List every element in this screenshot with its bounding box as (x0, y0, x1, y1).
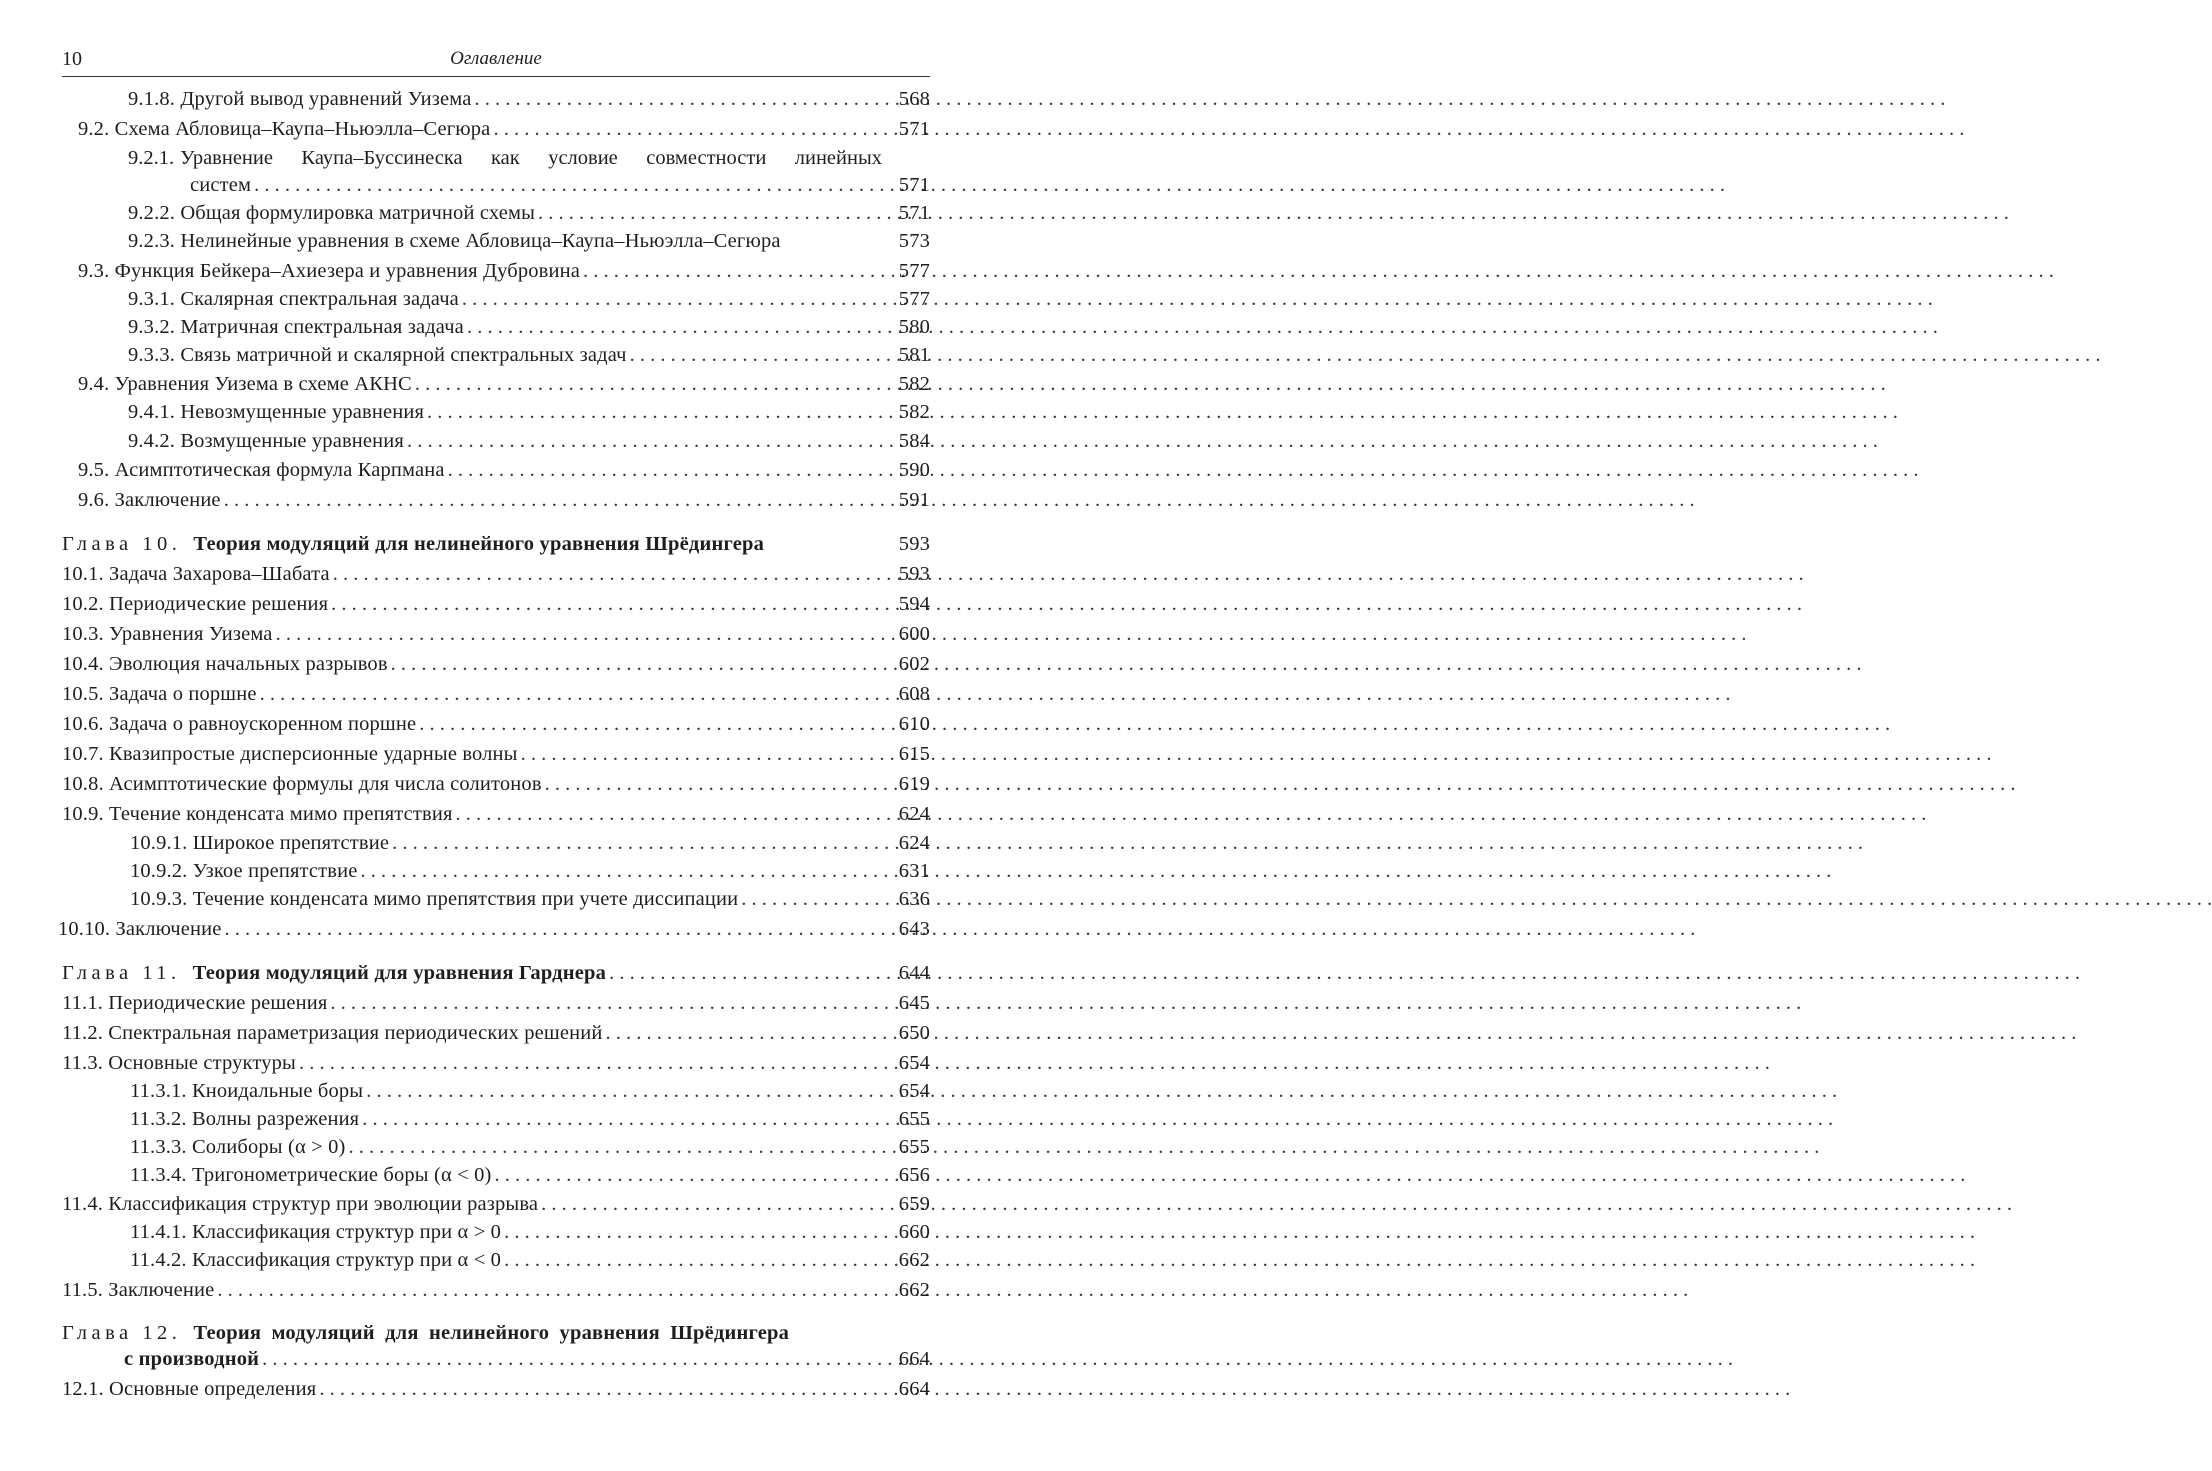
entry-number: 9.3.2. (128, 316, 176, 338)
entry-title: Заключение (108, 1279, 215, 1301)
leader-dots (492, 1164, 910, 1187)
entry-page: 619 (898, 773, 930, 795)
entry-number: 10.3. (62, 623, 104, 645)
chapter-title: Теория модуляций для уравнения Гарднера (192, 962, 607, 984)
entry-title: Задача о равноускоренном поршне (109, 713, 417, 735)
entry-number: 9.3.1. (128, 288, 176, 310)
entry-title: Периодические решения (109, 593, 329, 615)
leader-dots (330, 563, 910, 586)
entry-number: 11.3.2. (130, 1108, 187, 1130)
entry-title: Основные структуры (108, 1052, 296, 1074)
entry-title: Тригонометрические боры (α < 0) (191, 1164, 492, 1186)
entry-title: Асимптотическая формула Карпмана (114, 459, 445, 481)
entry-page: 584 (898, 430, 930, 452)
leader-dots (389, 832, 910, 855)
entry-number: 9.1.8. (128, 88, 176, 110)
leader-dots (602, 1022, 910, 1045)
leader-dots (501, 1221, 910, 1244)
entry-page: 593 (898, 533, 930, 555)
entry-number: 9.4. (78, 373, 110, 395)
leader-dots (363, 1080, 910, 1103)
entry-page: 577 (898, 288, 930, 310)
leader-dots (490, 118, 910, 141)
entry-number: 11.3.1. (130, 1080, 187, 1102)
entry-number: 11.5. (62, 1279, 103, 1301)
entry-page: 664 (898, 1378, 930, 1400)
entry-number: 9.5. (78, 459, 110, 481)
entry-page: 608 (898, 683, 930, 705)
leader-dots (328, 593, 910, 616)
entry-number: 12.1. (62, 1378, 104, 1400)
entry-page: 573 (898, 230, 930, 252)
entry-number: 10.9. (62, 803, 104, 825)
entry-page: 568 (898, 88, 930, 110)
entry-title: Другой вывод уравнений Уизема (180, 88, 472, 110)
entry-number: 10.6. (62, 713, 104, 735)
entry-number: 9.3.3. (128, 344, 176, 366)
entry-title: Классификация структур при эволюции разрыва (108, 1193, 539, 1215)
entry-page: 655 (898, 1136, 930, 1158)
leader-dots (518, 743, 910, 766)
leader-dots (464, 316, 910, 339)
entry-number: 11.1. (62, 992, 103, 1014)
entry-number: 10.2. (62, 593, 104, 615)
leader-dots (221, 918, 910, 941)
entry-page: 662 (898, 1279, 930, 1301)
entry-title: Спектральная параметризация периодических решений (108, 1022, 603, 1044)
leader-dots (424, 401, 910, 424)
entry-title: Кноидальные боры (191, 1080, 364, 1102)
entry-title: Возмущенные уравнения (180, 430, 404, 452)
entry-title-line1: Уравнение Каупа–Буссинеска как условие совместности линейных (180, 147, 882, 169)
entry-title: Эволюция начальных разрывов (109, 653, 388, 675)
entry-number: 10.9.1. (130, 832, 188, 854)
chapter-label: Глава 11. (62, 962, 181, 984)
entry-number: 9.4.1. (128, 401, 176, 423)
book-page (0, 0, 1000, 1471)
leader-dots (538, 1193, 910, 1216)
entry-page: 610 (898, 713, 930, 735)
entry-page: 644 (898, 962, 930, 984)
leader-dots (357, 860, 910, 883)
entry-number: 11.2. (62, 1022, 103, 1044)
entry-page: 580 (898, 316, 930, 338)
entry-title-line2: систем (190, 174, 252, 196)
entry-number: 9.3. (78, 260, 110, 282)
entry-page: 591 (898, 489, 930, 511)
entry-title: Течение конденсата мимо препятствия при учете диссипации (192, 888, 739, 910)
entry-page: 645 (898, 992, 930, 1014)
entry-number: 9.2.1. (128, 147, 175, 169)
entry-page: 659 (898, 1193, 930, 1215)
entry-number: 11.3.4. (130, 1164, 187, 1186)
entry-title: Заключение (114, 489, 221, 511)
entry-title: Скалярная спектральная задача (180, 288, 459, 310)
leader-dots (359, 1108, 910, 1131)
entry-title: Уравнения Уизема (109, 623, 273, 645)
entry-page: 662 (898, 1249, 930, 1271)
entry-title: Периодические решения (108, 992, 328, 1014)
page-number: 10 (62, 48, 82, 70)
entry-page: 624 (898, 803, 930, 825)
entry-title: Схема Абловица–Каупа–Ньюэлла–Сегюра (114, 118, 491, 140)
entry-page: 624 (898, 832, 930, 854)
leader-dots (259, 1348, 910, 1371)
leader-dots (501, 1249, 910, 1272)
entry-number: 9.2.2. (128, 202, 176, 224)
running-title: Оглавление (450, 48, 542, 69)
leader-dots (445, 459, 910, 482)
entry-page: 656 (898, 1164, 930, 1186)
chapter-label: Глава 10. (62, 533, 182, 555)
leader-dots (251, 174, 910, 197)
entry-number: 10.10. (58, 918, 111, 940)
entry-title: Широкое препятствие (192, 832, 390, 854)
entry-page: 582 (898, 401, 930, 423)
entry-title: Асимптотические формулы для числа солитонов (109, 773, 542, 795)
entry-number: 11.3. (62, 1052, 103, 1074)
entry-page: 590 (898, 459, 930, 481)
entry-title: Узкое препятствие (192, 860, 358, 882)
entry-page: 654 (898, 1080, 930, 1102)
leader-dots (412, 373, 910, 396)
entry-number: 9.4.2. (128, 430, 176, 452)
entry-page: 615 (898, 743, 930, 765)
entry-title: Невозмущенные уравнения (180, 401, 425, 423)
entry-title: Задача о поршне (109, 683, 257, 705)
entry-number: 10.9.3. (130, 888, 188, 910)
leader-dots (327, 992, 910, 1015)
leader-dots (257, 683, 910, 706)
entry-page: 571 (898, 174, 930, 196)
entry-number: 11.4. (62, 1193, 103, 1215)
entry-page: 602 (898, 653, 930, 675)
entry-title: Матричная спектральная задача (180, 316, 464, 338)
entry-page: 636 (898, 888, 930, 910)
entry-number: 11.3.3. (130, 1136, 187, 1158)
entry-page: 581 (898, 344, 930, 366)
leader-dots (404, 430, 910, 453)
entry-page: 577 (898, 260, 930, 282)
entry-page: 593 (898, 563, 930, 585)
entry-page: 654 (898, 1052, 930, 1074)
entry-page: 664 (898, 1348, 930, 1370)
leader-dots (316, 1378, 910, 1401)
entry-number: 10.7. (62, 743, 104, 765)
entry-number: 10.1. (62, 563, 104, 585)
entry-number: 11.4.2. (130, 1249, 187, 1271)
entry-page: 571 (898, 202, 930, 224)
entry-title: Задача Захарова–Шабата (109, 563, 330, 585)
leader-dots (388, 653, 910, 676)
entry-page: 631 (898, 860, 930, 882)
chapter-title-line1: Теория модуляций для нелинейного уравнения Шрёдингера (193, 1322, 790, 1344)
chapter-label: Глава 12. (62, 1322, 182, 1344)
entry-title: Классификация структур при α < 0 (191, 1249, 502, 1271)
entry-number: 10.9.2. (130, 860, 188, 882)
entry-number: 10.8. (62, 773, 104, 795)
entry-number: 10.4. (62, 653, 104, 675)
entry-page: 571 (898, 118, 930, 140)
leader-dots (459, 288, 910, 311)
entry-title: Нелинейные уравнения в схеме Абловица–Каупа–Ньюэлла–Сегюра (180, 230, 781, 252)
entry-page: 594 (898, 593, 930, 615)
leader-dots (606, 962, 910, 985)
entry-title: Волны разрежения (191, 1108, 360, 1130)
leader-dots (296, 1052, 910, 1075)
chapter-title-line2: с производной (124, 1348, 260, 1370)
entry-title: Функция Бейкера–Ахиезера и уравнения Дубровина (114, 260, 580, 282)
entry-number: 10.5. (62, 683, 104, 705)
chapter-title: Теория модуляций для нелинейного уравнения Шрёдингера (193, 533, 765, 555)
leader-dots (273, 623, 910, 646)
leader-dots (627, 344, 910, 367)
leader-dots (453, 803, 910, 826)
entry-page: 643 (898, 918, 930, 940)
entry-title: Классификация структур при α > 0 (191, 1221, 502, 1243)
leader-dots (214, 1279, 910, 1302)
leader-dots (580, 260, 910, 283)
entry-title: Заключение (115, 918, 222, 940)
entry-page: 582 (898, 373, 930, 395)
entry-title: Основные определения (109, 1378, 317, 1400)
leader-dots (221, 489, 910, 512)
running-header (62, 46, 930, 77)
entry-number: 11.4.1. (130, 1221, 187, 1243)
leader-dots (542, 773, 910, 796)
entry-title: Связь матричной и скалярной спектральных задач (180, 344, 627, 366)
leader-dots (346, 1136, 911, 1159)
entry-number: 9.6. (78, 489, 110, 511)
leader-dots (535, 202, 910, 225)
entry-number: 9.2.3. (128, 230, 176, 252)
entry-title: Общая формулировка матричной схемы (180, 202, 536, 224)
entry-page: 650 (898, 1022, 930, 1044)
entry-page: 600 (898, 623, 930, 645)
entry-page: 660 (898, 1221, 930, 1243)
leader-dots (472, 88, 910, 111)
entry-number: 9.2. (78, 118, 110, 140)
entry-title: Уравнения Уизема в схеме АКНС (114, 373, 412, 395)
leader-dots (416, 713, 910, 736)
entry-title: Солиборы (α > 0) (191, 1136, 346, 1158)
entry-title: Квазипростые дисперсионные ударные волны (109, 743, 518, 765)
entry-title: Течение конденсата мимо препятствия (109, 803, 453, 825)
entry-page: 655 (898, 1108, 930, 1130)
